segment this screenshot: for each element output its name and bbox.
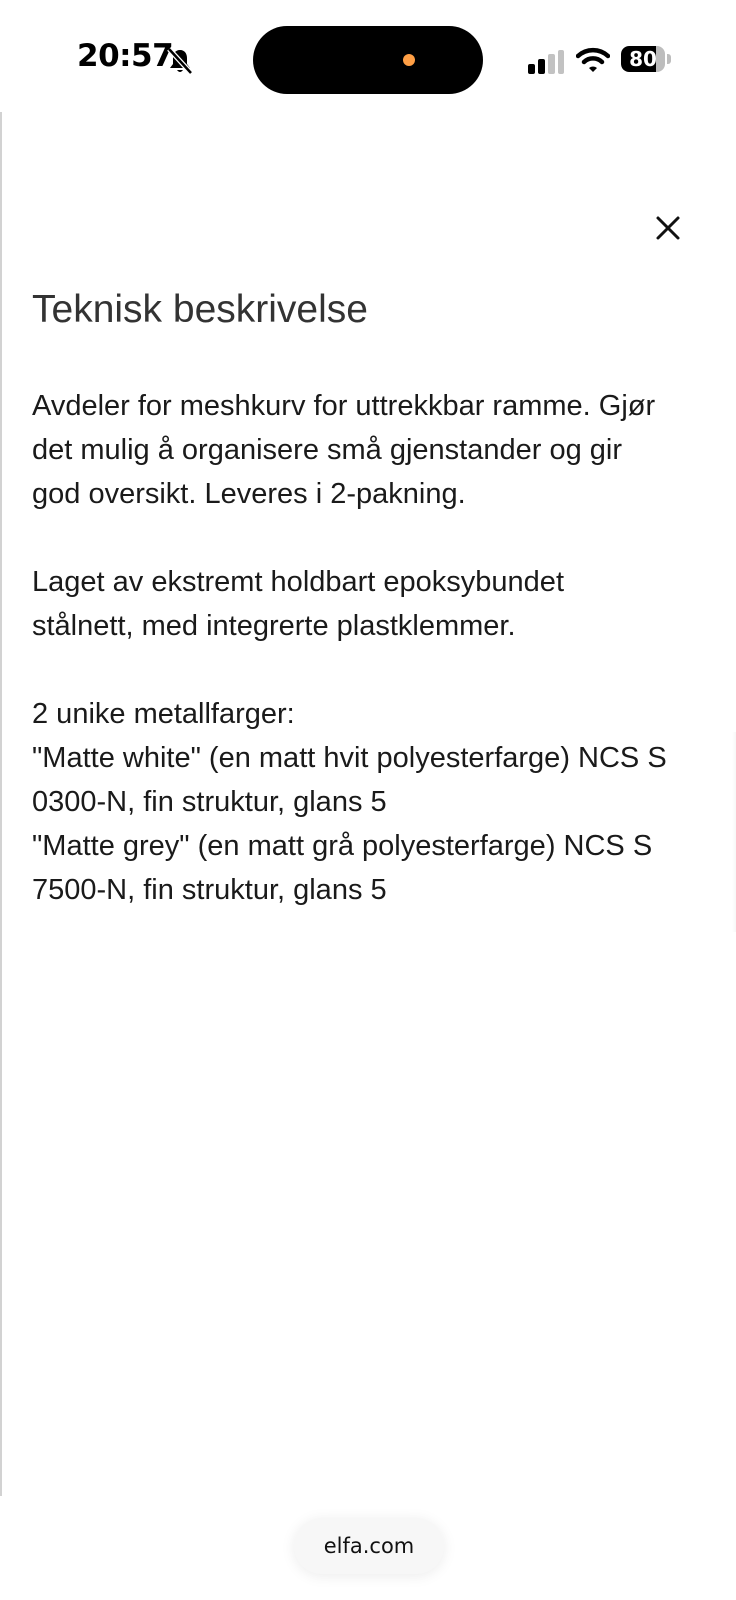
text-line: Laget av ekstremt holdbart epoksybundet [32,566,564,598]
text-line: 7500-N, fin struktur, glans 5 [32,874,387,906]
battery-level: 80 [629,47,657,71]
text-line: god oversikt. Leveres i 2-pakning. [32,478,466,510]
text-line: "Matte grey" (en matt grå polyesterfarge) NCS S [32,830,653,862]
privacy-indicator-dot [403,54,415,66]
sheet-title: Teknisk beskrivelse [32,288,368,331]
text-line: 2 unike metallfarger: [32,698,295,730]
wifi-icon [576,46,610,74]
technical-description-sheet [0,112,736,1496]
status-bar [0,0,736,112]
cellular-signal-icon [528,50,564,74]
text-line: "Matte white" (en matt hvit polyesterfarge) NCS S [32,742,667,774]
dynamic-island [253,26,483,94]
text-line: det mulig å organisere små gjenstander og gir [32,434,622,466]
battery-icon [621,46,671,74]
description-paragraph [32,384,716,516]
close-icon[interactable] [648,208,688,248]
text-line: Avdeler for meshkurv for uttrekkbar ramme. Gjør [32,390,656,422]
status-time: 20:57 [77,38,174,74]
text-line: stålnett, med integrerte plastklemmer. [32,610,516,642]
description-paragraph [32,692,716,912]
text-line: 0300-N, fin struktur, glans 5 [32,786,387,818]
description-text [32,384,716,912]
address-bar[interactable]: elfa.com [294,1518,444,1574]
bell-slash-icon [167,47,193,75]
description-paragraph [32,560,716,648]
